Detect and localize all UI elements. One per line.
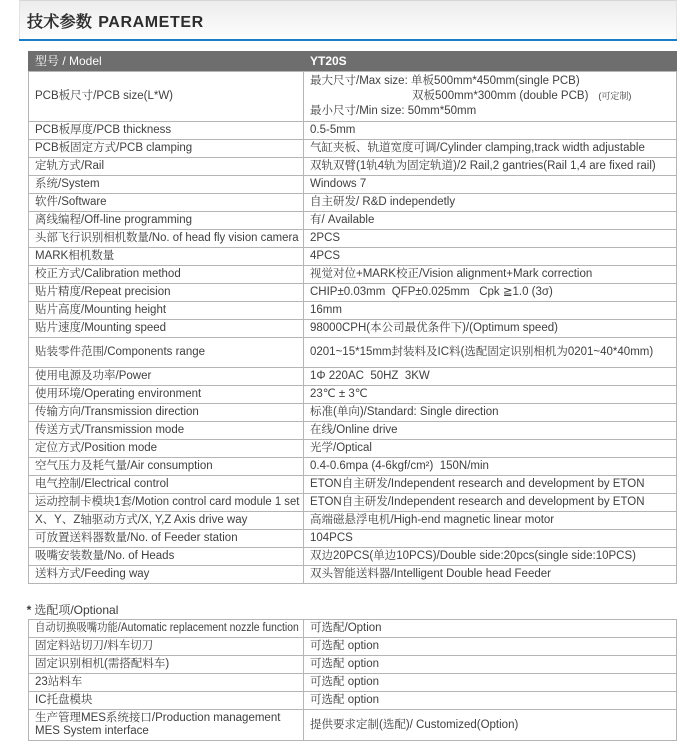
spec-row <box>29 422 677 440</box>
spec-row <box>29 494 677 512</box>
spec-label-cell <box>29 710 304 741</box>
spec-label: 校正方式/Calibration method <box>35 268 181 280</box>
spec-value-cell <box>304 692 677 710</box>
spec-value: 提供要求定制(选配)/ Customized(Option) <box>310 718 519 731</box>
spec-label: 空气压力及耗气量/Air consumption <box>35 460 213 472</box>
spec-value: 可选配 option <box>310 658 380 670</box>
spec-label: IC托盘模块 <box>35 694 93 706</box>
spec-value: 气缸夹板、轨道宽度可调/Cylinder clamping,track width adjustable <box>310 142 645 154</box>
spec-label: X、Y、Z轴驱动方式/X, Y,Z Axis drive way <box>35 514 248 526</box>
spec-label-cell <box>29 386 304 404</box>
optional-section-heading <box>20 589 700 617</box>
spec-value: 0.5-5mm <box>310 124 356 136</box>
spec-value-cell <box>304 140 677 158</box>
spec-label: 定位方式/Position mode <box>35 442 158 454</box>
spec-row <box>29 248 677 266</box>
spec-row <box>29 212 677 230</box>
spec-value-cell <box>304 566 677 584</box>
spec-value-cell <box>304 422 677 440</box>
spec-value-cell <box>304 212 677 230</box>
asterisk-marker: * <box>26 603 32 617</box>
spec-value-cell <box>304 122 677 140</box>
spec-row <box>29 320 677 338</box>
spec-value-cell <box>304 530 677 548</box>
spec-label-cell <box>29 248 304 266</box>
spec-value: Windows 7 <box>310 178 367 190</box>
page-title <box>0 0 700 32</box>
spec-value: 0201~15*15mm封装料及IC料(选配固定识别相机为0201~40*40mm) <box>310 346 654 358</box>
spec-row <box>29 230 677 248</box>
spec-label: MARK相机数量 <box>35 250 115 262</box>
spec-label: 头部飞行识别相机数量/No. of head fly vision camera <box>35 232 299 244</box>
spec-label-cell <box>29 458 304 476</box>
spec-label-cell <box>29 494 304 512</box>
spec-label: 传输方向/Transmission direction <box>35 406 199 418</box>
spec-label: PCB板固定方式/PCB clamping <box>35 142 193 154</box>
parameter-table <box>28 51 677 584</box>
spec-row <box>29 458 677 476</box>
page-title-zh: 技术参数 <box>27 14 93 31</box>
spec-value-cell <box>304 230 677 248</box>
spec-value: 可选配 option <box>310 676 380 688</box>
spec-value: 自主研发/ R&D independetly <box>310 196 456 208</box>
spec-label-cell <box>29 338 304 368</box>
spec-value-cell <box>304 386 677 404</box>
spec-value: 0.4-0.6mpa (4-6kgf/cm²) 150N/min <box>310 460 489 472</box>
spec-value-cell <box>304 320 677 338</box>
spec-label: 生产管理MES系统接口/Production management MES System interface <box>35 712 281 737</box>
spec-row <box>29 620 677 638</box>
spec-label-cell <box>29 530 304 548</box>
spec-label-cell <box>29 620 304 638</box>
spec-value: 2PCS <box>310 232 341 244</box>
spec-label-cell <box>29 302 304 320</box>
spec-row <box>29 368 677 386</box>
spec-label-cell <box>29 72 304 122</box>
spec-row <box>29 386 677 404</box>
spec-label-cell <box>29 638 304 656</box>
spec-row <box>29 176 677 194</box>
spec-label: 送料方式/Feeding way <box>35 568 150 580</box>
spec-row <box>29 638 677 656</box>
spec-value: 可选配 option <box>310 694 380 706</box>
spec-label-cell <box>29 548 304 566</box>
spec-value-cell <box>304 368 677 386</box>
spec-label: 贴片速度/Mounting speed <box>35 322 167 334</box>
spec-row <box>29 566 677 584</box>
spec-value: 104PCS <box>310 532 353 544</box>
spec-value-cell <box>304 176 677 194</box>
spec-row <box>29 692 677 710</box>
pcb-size-min-value: 50mm*50mm <box>407 105 477 117</box>
spec-value-cell <box>304 266 677 284</box>
spec-value: 16mm <box>310 304 342 316</box>
spec-label: 23站料车 <box>35 676 83 688</box>
spec-value-cell <box>304 284 677 302</box>
spec-row <box>29 530 677 548</box>
spec-value-cell <box>304 710 677 741</box>
spec-label: 固定料站切刀/料车切刀 <box>35 640 154 652</box>
spec-row <box>29 302 677 320</box>
spec-row <box>29 512 677 530</box>
spec-value: 在线/Online drive <box>310 424 398 436</box>
spec-label: 运动控制卡模块1套/Motion control card module 1 set <box>35 496 300 508</box>
spec-label-cell <box>29 194 304 212</box>
spec-label: 自动切换吸嘴功能/Automatic replacement nozzle function <box>35 622 299 634</box>
spec-value-cell <box>304 338 677 368</box>
spec-value: ETON自主研发/Independent research and development by ETON <box>310 496 645 508</box>
spec-value-cell <box>304 656 677 674</box>
spec-label-cell <box>29 656 304 674</box>
spec-value: 双头智能送料器/Intelligent Double head Feeder <box>310 568 551 580</box>
spec-value: 标准(单向)/Standard: Single direction <box>310 406 499 418</box>
page-title-en: PARAMETER <box>98 14 204 31</box>
spec-label: 定轨方式/Rail <box>35 160 105 172</box>
spec-row <box>29 338 677 368</box>
pcb-size-custom-note: (可定制) <box>598 91 632 101</box>
spec-label-cell <box>29 566 304 584</box>
spec-value-cell <box>304 512 677 530</box>
spec-label-cell <box>29 476 304 494</box>
spec-value-cell <box>304 302 677 320</box>
spec-label-cell <box>29 692 304 710</box>
spec-label-cell <box>29 422 304 440</box>
spec-label-cell <box>29 512 304 530</box>
spec-label: 软件/Software <box>35 196 107 208</box>
spec-label: 贴片高度/Mounting height <box>35 304 167 316</box>
spec-row-pcb-size <box>29 72 677 122</box>
spec-label-cell <box>29 404 304 422</box>
spec-row <box>29 266 677 284</box>
spec-value-cell <box>304 248 677 266</box>
spec-row <box>29 674 677 692</box>
spec-label: 固定识别相机(需搭配料车) <box>35 658 170 670</box>
spec-value: ETON自主研发/Independent research and development by ETON <box>310 478 645 490</box>
table-header-row <box>29 52 677 72</box>
spec-row <box>29 284 677 302</box>
spec-label: 离线编程/Off-line programming <box>35 214 192 226</box>
spec-value: 双轨双臂(1轨4轨为固定轨道)/2 Rail,2 gantries(Rail 1,4 are fixed rail) <box>310 160 656 172</box>
spec-value-cell <box>304 194 677 212</box>
pcb-size-max-value2: 双板500mm*300mm (double PCB) <box>412 90 589 102</box>
pcb-size-max-line2 <box>310 89 672 104</box>
spec-label-cell <box>29 440 304 458</box>
spec-value: 可选配/Option <box>310 622 382 634</box>
spec-label: 使用环境/Operating environment <box>35 388 202 400</box>
pcb-size-min-label: 最小尺寸/Min size: <box>310 105 405 117</box>
spec-label: PCB板厚度/PCB thickness <box>35 124 172 136</box>
spec-value-cell <box>304 674 677 692</box>
spec-row <box>29 656 677 674</box>
spec-label: PCB板尺寸/PCB size(L*W) <box>35 90 174 102</box>
pcb-size-max-line <box>310 74 672 89</box>
accent-rule <box>19 39 677 41</box>
spec-value-cell <box>304 458 677 476</box>
spec-row <box>29 710 677 741</box>
spec-value: 可选配 option <box>310 640 380 652</box>
spec-value-cell <box>304 72 677 122</box>
optional-table <box>28 619 677 741</box>
spec-label-cell <box>29 140 304 158</box>
spec-value-cell <box>304 638 677 656</box>
spec-row <box>29 122 677 140</box>
spec-label-cell <box>29 212 304 230</box>
optional-heading-label: 选配项/Optional <box>34 603 119 617</box>
spec-row <box>29 140 677 158</box>
spec-value-cell <box>304 494 677 512</box>
spec-label: 传送方式/Transmission mode <box>35 424 185 436</box>
spec-value: 98000CPH(本公司最优条件下)/(Optimum speed) <box>310 322 558 334</box>
spec-value: 4PCS <box>310 250 341 262</box>
spec-row <box>29 476 677 494</box>
spec-value: 23℃ ± 3℃ <box>310 388 368 400</box>
spec-value: 光学/Optical <box>310 442 372 454</box>
spec-label-cell <box>29 266 304 284</box>
spec-label: 电气控制/Electrical control <box>35 478 169 490</box>
spec-value-cell <box>304 404 677 422</box>
spec-label: 使用电源及功率/Power <box>35 370 152 382</box>
model-label-header <box>29 52 304 72</box>
spec-value-cell <box>304 476 677 494</box>
spec-label-cell <box>29 368 304 386</box>
spec-value: 视觉对位+MARK校正/Vision alignment+Mark correction <box>310 268 593 280</box>
spec-value-cell <box>304 440 677 458</box>
spec-label-cell <box>29 176 304 194</box>
spec-label-cell <box>29 674 304 692</box>
model-label: 型号 / Model <box>35 54 102 68</box>
pcb-size-max-value: 单板500mm*450mm(single PCB) <box>410 75 580 87</box>
spec-value-cell <box>304 620 677 638</box>
spec-value-cell <box>304 158 677 176</box>
spec-label-cell <box>29 320 304 338</box>
spec-value: 1Φ 220AC 50HZ 3KW <box>310 370 430 382</box>
spec-label-cell <box>29 284 304 302</box>
spec-value: 高端磁悬浮电机/High-end magnetic linear motor <box>310 514 555 526</box>
spec-label-cell <box>29 122 304 140</box>
spec-row <box>29 548 677 566</box>
spec-value-cell <box>304 548 677 566</box>
spec-row <box>29 404 677 422</box>
spec-value: 双边20PCS(单边10PCS)/Double side:20pcs(single side:10PCS) <box>310 550 636 562</box>
spec-row <box>29 194 677 212</box>
spec-label: 贴装零件范围/Components range <box>35 346 206 358</box>
spec-value: CHIP±0.03mm QFP±0.025mm Cpk ≧1.0 (3σ) <box>310 286 553 298</box>
model-value: YT20S <box>310 54 347 68</box>
spec-row <box>29 158 677 176</box>
spec-label: 系统/System <box>35 178 100 190</box>
spec-value: 有/ Available <box>310 214 375 226</box>
model-value-header <box>304 52 677 72</box>
spec-label: 贴片精度/Repeat precision <box>35 286 171 298</box>
spec-label: 可放置送料器数量/No. of Feeder station <box>35 532 238 544</box>
pcb-size-max-label: 最大尺寸/Max size: <box>310 75 408 87</box>
spec-label-cell <box>29 230 304 248</box>
spec-label-cell <box>29 158 304 176</box>
spec-label: 吸嘴安装数量/No. of Heads <box>35 550 175 562</box>
pcb-size-min-line <box>310 104 672 119</box>
spec-row <box>29 440 677 458</box>
